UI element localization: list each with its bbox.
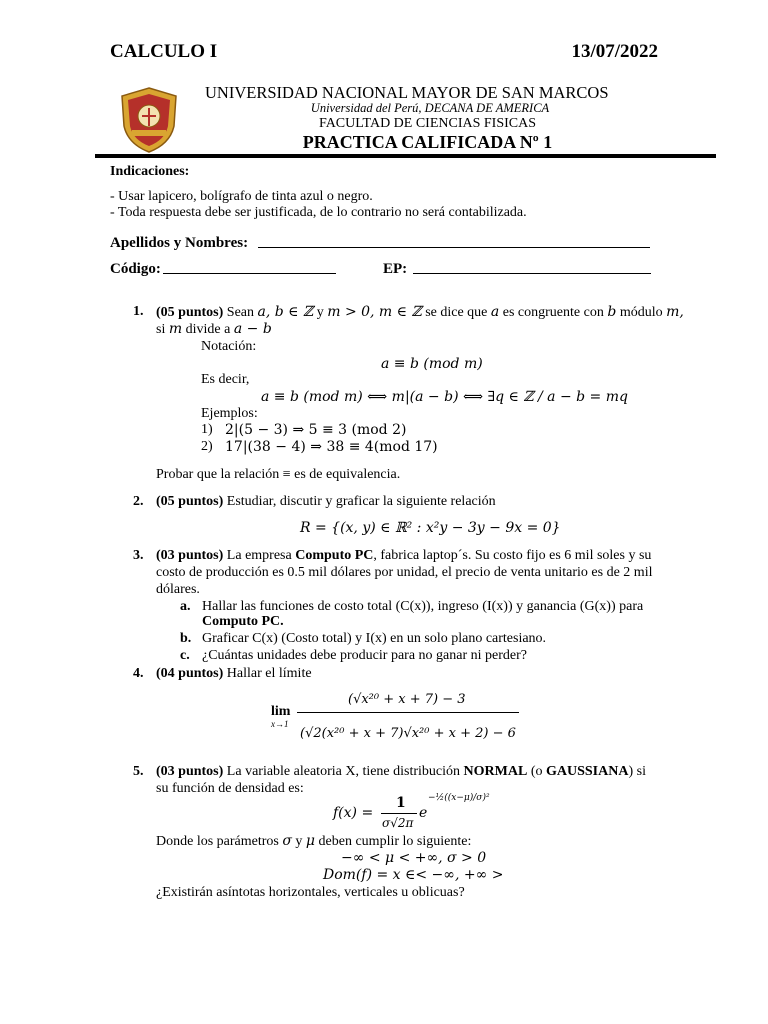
- q5-question: ¿Existirán asíntotas horizontales, verticales u oblicuas?: [156, 885, 465, 900]
- ep-field[interactable]: [413, 273, 651, 274]
- header-divider: [95, 154, 716, 158]
- q4-number: 4.: [133, 666, 144, 681]
- ep-label: EP:: [383, 261, 408, 277]
- q3-statement: (03 puntos) La empresa Computo PC, fabrica laptop´s. Su costo fijo es 6 mil soles y su: [156, 548, 652, 563]
- q2-statement: (05 puntos) Estudiar, discutir y graficar la siguiente relación: [156, 494, 496, 509]
- code-label: Código:: [110, 261, 161, 277]
- q3-item-b: Graficar C(x) (Costo total) y I(x) en un solo plano cartesiano.: [202, 631, 547, 646]
- q5-fraction-bar: [381, 813, 417, 814]
- q3-item-label: c.: [180, 648, 190, 663]
- q5-statement: (03 puntos) La variable aleatoria X, tiene distribución NORMAL (o GAUSSIANA) si: [156, 764, 646, 779]
- instruction-item: - Toda respuesta debe ser justificada, de lo contrario no será contabilizada.: [110, 205, 527, 220]
- q2-number: 2.: [133, 494, 144, 509]
- q3-statement-cont: costo de producción es 0.5 mil dólares por unidad, el precio de venta unitario es de 2 mil: [156, 565, 653, 580]
- q1-statement-cont: si m divide a a − b: [156, 321, 272, 337]
- instruction-item: - Usar lapicero, bolígrafo de tinta azul o negro.: [110, 189, 373, 204]
- faculty-name: FACULTAD DE CIENCIAS FISICAS: [318, 116, 537, 131]
- q5-number: 5.: [133, 764, 144, 779]
- q1-definition: a ≡ b (mod m) ⟺ m|(a − b) ⟺ ∃q ∈ ℤ / a − b = mq: [261, 389, 628, 405]
- q4-denominator: (√2(x²⁰ + x + 7)√x²⁰ + x + 2) − 6: [300, 726, 516, 741]
- q1-number: 1.: [133, 304, 144, 319]
- q4-fraction-bar: [297, 712, 519, 713]
- university-name: UNIVERSIDAD NACIONAL MAYOR DE SAN MARCOS: [205, 83, 609, 102]
- names-label: Apellidos y Nombres:: [110, 235, 249, 251]
- q3-item-label: b.: [180, 631, 192, 646]
- q5-f-exponent: −½((x−μ)/σ)²: [428, 793, 490, 803]
- q5-f-exp-base: e: [419, 805, 428, 821]
- q5-f-numerator: 1: [396, 795, 406, 811]
- q5-params: Donde los parámetros σ y μ deben cumplir lo siguiente:: [156, 833, 472, 849]
- course-name: CALCULO I: [110, 41, 218, 62]
- q3-statement-cont: dólares.: [156, 582, 200, 597]
- instructions-heading: Indicaciones:: [110, 164, 190, 179]
- q1-notation-label: Notación:: [201, 339, 257, 354]
- q5-condition: Dom(f) = x ∈< −∞, +∞ >: [323, 867, 504, 883]
- q3-item-c: ¿Cuántas unidades debe producir para no ganar ni perder?: [202, 648, 527, 663]
- q1-example: 2|(5 − 3) ⇒ 5 ≡ 3 (mod 2): [225, 422, 407, 438]
- q5-statement-cont: su función de densidad es:: [156, 781, 304, 796]
- q1-example-label: 2): [201, 439, 213, 454]
- q3-item-label: a.: [180, 599, 191, 614]
- q1-example-label: 1): [201, 422, 213, 437]
- code-field[interactable]: [163, 273, 336, 274]
- q4-statement: (04 puntos) Hallar el límite: [156, 666, 312, 681]
- q1-es-decir: Es decir,: [201, 372, 250, 387]
- q1-prove: Probar que la relación ≡ es de equivalencia.: [156, 467, 401, 482]
- q3-item-a-company: Computo PC.: [202, 614, 284, 629]
- university-subtitle: Universidad del Perú, DECANA DE AMERICA: [310, 101, 550, 115]
- q1-examples-label: Ejemplos:: [201, 406, 258, 421]
- q4-numerator: (√x²⁰ + x + 7) − 3: [348, 692, 466, 707]
- q5-f-denominator: σ√2π: [382, 816, 414, 830]
- q4-lim-subscript: x→1: [271, 719, 289, 729]
- q2-relation: R = {(x, y) ∈ ℝ² : x²y − 3y − 9x = 0}: [300, 520, 561, 536]
- q5-f-lhs: f(x) =: [333, 805, 374, 821]
- names-field[interactable]: [258, 247, 650, 248]
- exam-title: PRACTICA CALIFICADA Nº 1: [302, 132, 553, 152]
- q1-notation: a ≡ b (mod m): [381, 356, 483, 372]
- q3-item-a: Hallar las funciones de costo total (C(x)), ingreso (I(x)) y ganancia (G(x)) para: [202, 599, 644, 614]
- q1-statement: (05 puntos) Sean a, b ∈ ℤ y m > 0, m ∈ ℤ se dice que a es congruente con b módulo m,: [156, 304, 684, 320]
- q3-number: 3.: [133, 548, 144, 563]
- q5-condition: −∞ < μ < +∞, σ > 0: [341, 850, 487, 866]
- q4-lim: lim: [271, 704, 291, 719]
- q1-example: 17|(38 − 4) ⇒ 38 ≡ 4(mod 17): [225, 439, 438, 455]
- exam-date: 13/07/2022: [571, 41, 658, 62]
